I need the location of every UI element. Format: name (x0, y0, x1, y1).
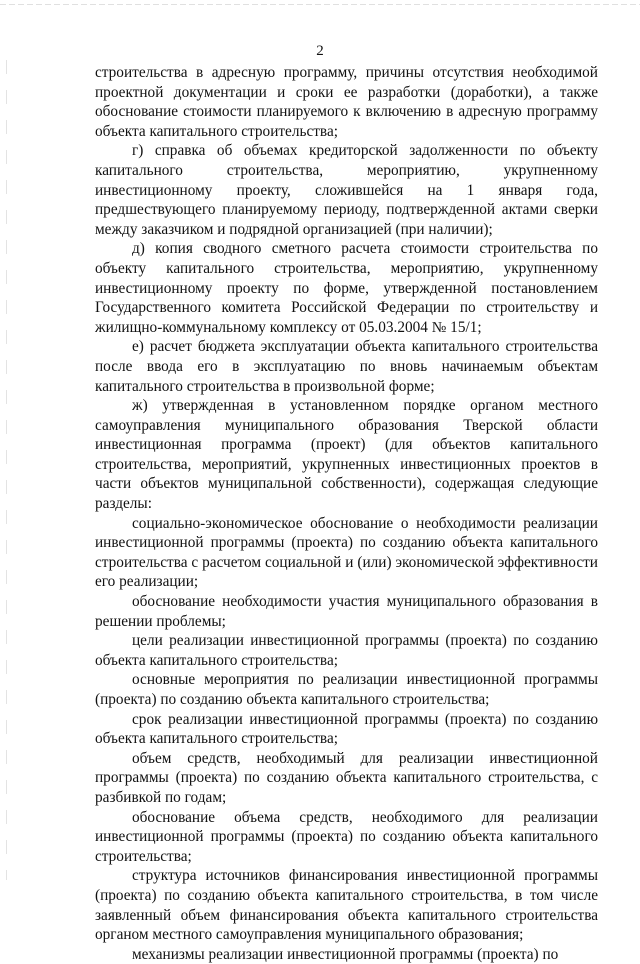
paragraph-section-volume-justification: обоснование объема средств, необходимого для реализации инвестиционной программы (проекта) по созданию объекта капитального строительства; (95, 808, 598, 865)
paragraph-item-d: д) копия сводного сметного расчета стоимости строительства по объекту капитального строительства, мероприятию, укрупненному инвестиционному проекту по форме, утвержденной постановлением Государственного комитета Российской Федерации по строительству и жилищно-коммунальному комплексу от 05.03.2004 № 15/1; (95, 240, 598, 336)
paragraph-section-mechanisms: механизмы реализации инвестиционной программы (проекта) по (132, 945, 559, 963)
paragraph-section-funding-structure: структура источников финансирования инвестиционной программы (проекта) по созданию объекта капитального строительства, в том числе заявленный объем финансирования объекта капитального строительства органом местного самоуправления муниципального образования; (95, 867, 598, 944)
paragraph-item-e: е) расчет бюджета эксплуатации объекта капитального строительства после ввода его в эксплуатацию по вновь начинаемым объектам капитального строительства в произвольной форме; (95, 338, 598, 395)
scan-left-edge (6, 60, 7, 880)
paragraph-section-measures: основные мероприятия по реализации инвестиционной программы (проекта) по созданию объекта капитального строительства; (95, 671, 598, 708)
document-body (95, 63, 598, 964)
paragraph-continuation: строительства в адресную программу, причины отсутствия необходимой проектной документации и сроки ее разработки (доработки), а также обоснование стоимости планируемого к включению в адресную программу объекта капитального строительства; (95, 64, 598, 140)
scan-top-edge (0, 4, 640, 5)
paragraph-item-zh: ж) утвержденная в установленном порядке органом местного самоуправления муниципального образования Тверской области инвестиционная программа (проект) (для объектов капитального строительства, мероприятий, укрупненных инвестиционных проектов в части объектов муниципальной собственности), содержащая следующие разделы: (95, 397, 598, 513)
paragraph-section-participation: обоснование необходимости участия муниципального образования в решении проблемы; (95, 593, 598, 630)
paragraph-section-term: срок реализации инвестиционной программы (проекта) по созданию объекта капитального строительства; (95, 710, 598, 748)
paragraph-item-g: г) справка об объемах кредиторской задолженности по объекту капитального строительства, мероприятию, укрупненному инвестиционному проекту, сложившейся на 1 января года, предшествующего планируемому периоду, подтвержденной актами сверки между заказчиком и подрядной организацией (при наличии); (95, 142, 598, 238)
paragraph-section-justification: социально-экономическое обоснование о необходимости реализации инвестиционной программы (проекта) по созданию объекта капитального строительства с расчетом социальной и (или) экономической эффективности его реализации; (95, 514, 598, 591)
paragraph-section-volume: объем средств, необходимый для реализации инвестиционной программы (проекта) по созданию объекта капитального строительства, с разбивкой по годам; (95, 749, 598, 806)
page-number: 2 (316, 43, 324, 59)
paragraph-section-goals: цели реализации инвестиционной программы (проекта) по созданию объекта капитального строительства; (95, 632, 598, 669)
